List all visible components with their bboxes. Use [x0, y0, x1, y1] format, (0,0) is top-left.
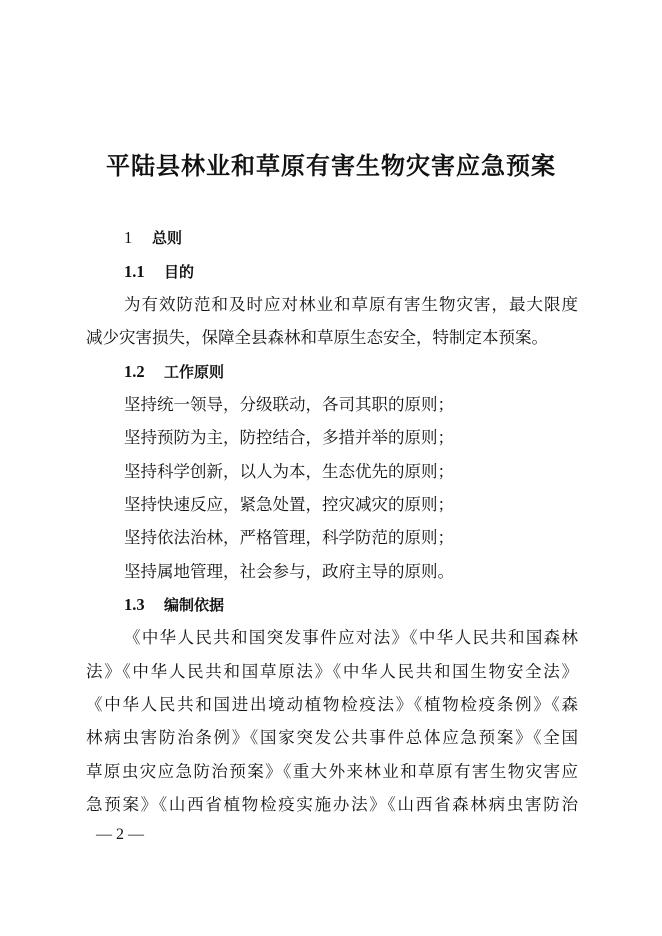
principle-item: 坚持属地管理，社会参与，政府主导的原则。 [124, 562, 454, 581]
principle-item: 坚持预防为主，防控结合，多措并举的原则； [124, 428, 454, 447]
section-1-heading [124, 228, 182, 248]
basis-line: 《中华人民共和国进出境动植物检疫法》《植物检疫条例》《森 [86, 695, 578, 714]
section-number: 1.1 [124, 262, 145, 281]
section-title: 工作原则 [164, 363, 225, 381]
principle-item: 坚持统一领导，分级联动，各司其职的原则； [124, 395, 454, 414]
basis-line: 《中华人民共和国突发事件应对法》《中华人民共和国森林 [124, 628, 578, 647]
basis-line: 林病虫害防治条例》《国家突发公共事件总体应急预案》《全国 [86, 728, 578, 747]
section-number: 1.2 [124, 362, 145, 381]
section-number: 1.3 [124, 595, 145, 614]
section-1-2-heading [124, 362, 224, 382]
paragraph-line: 为有效防范和及时应对林业和草原有害生物灾害，最大限度 [124, 295, 578, 314]
principle-item: 坚持依法治林，严格管理，科学防范的原则； [124, 528, 454, 547]
section-1-1-heading [124, 262, 194, 282]
section-title: 总则 [152, 229, 183, 247]
page-number: — 2 — [96, 826, 144, 843]
section-title: 目的 [164, 263, 195, 281]
document-title: 平陆县林业和草原有害生物灾害应急预案 [106, 151, 556, 180]
paragraph-line: 减少灾害损失，保障全县森林和草原生态安全，特制定本预案。 [86, 328, 548, 347]
basis-line: 急预案》《山西省植物检疫实施办法》《山西省森林病虫害防治 [86, 795, 578, 814]
section-1-3-heading [124, 595, 224, 615]
section-title: 编制依据 [164, 596, 225, 614]
section-number: 1 [124, 228, 133, 247]
basis-line: 法》《中华人民共和国草原法》《中华人民共和国生物安全法》 [86, 662, 578, 681]
principle-item: 坚持科学创新，以人为本，生态优先的原则； [124, 462, 454, 481]
principle-item: 坚持快速反应，紧急处置，控灾减灾的原则； [124, 495, 454, 514]
basis-line: 草原虫灾应急防治预案》《重大外来林业和草原有害生物灾害应 [86, 762, 578, 781]
